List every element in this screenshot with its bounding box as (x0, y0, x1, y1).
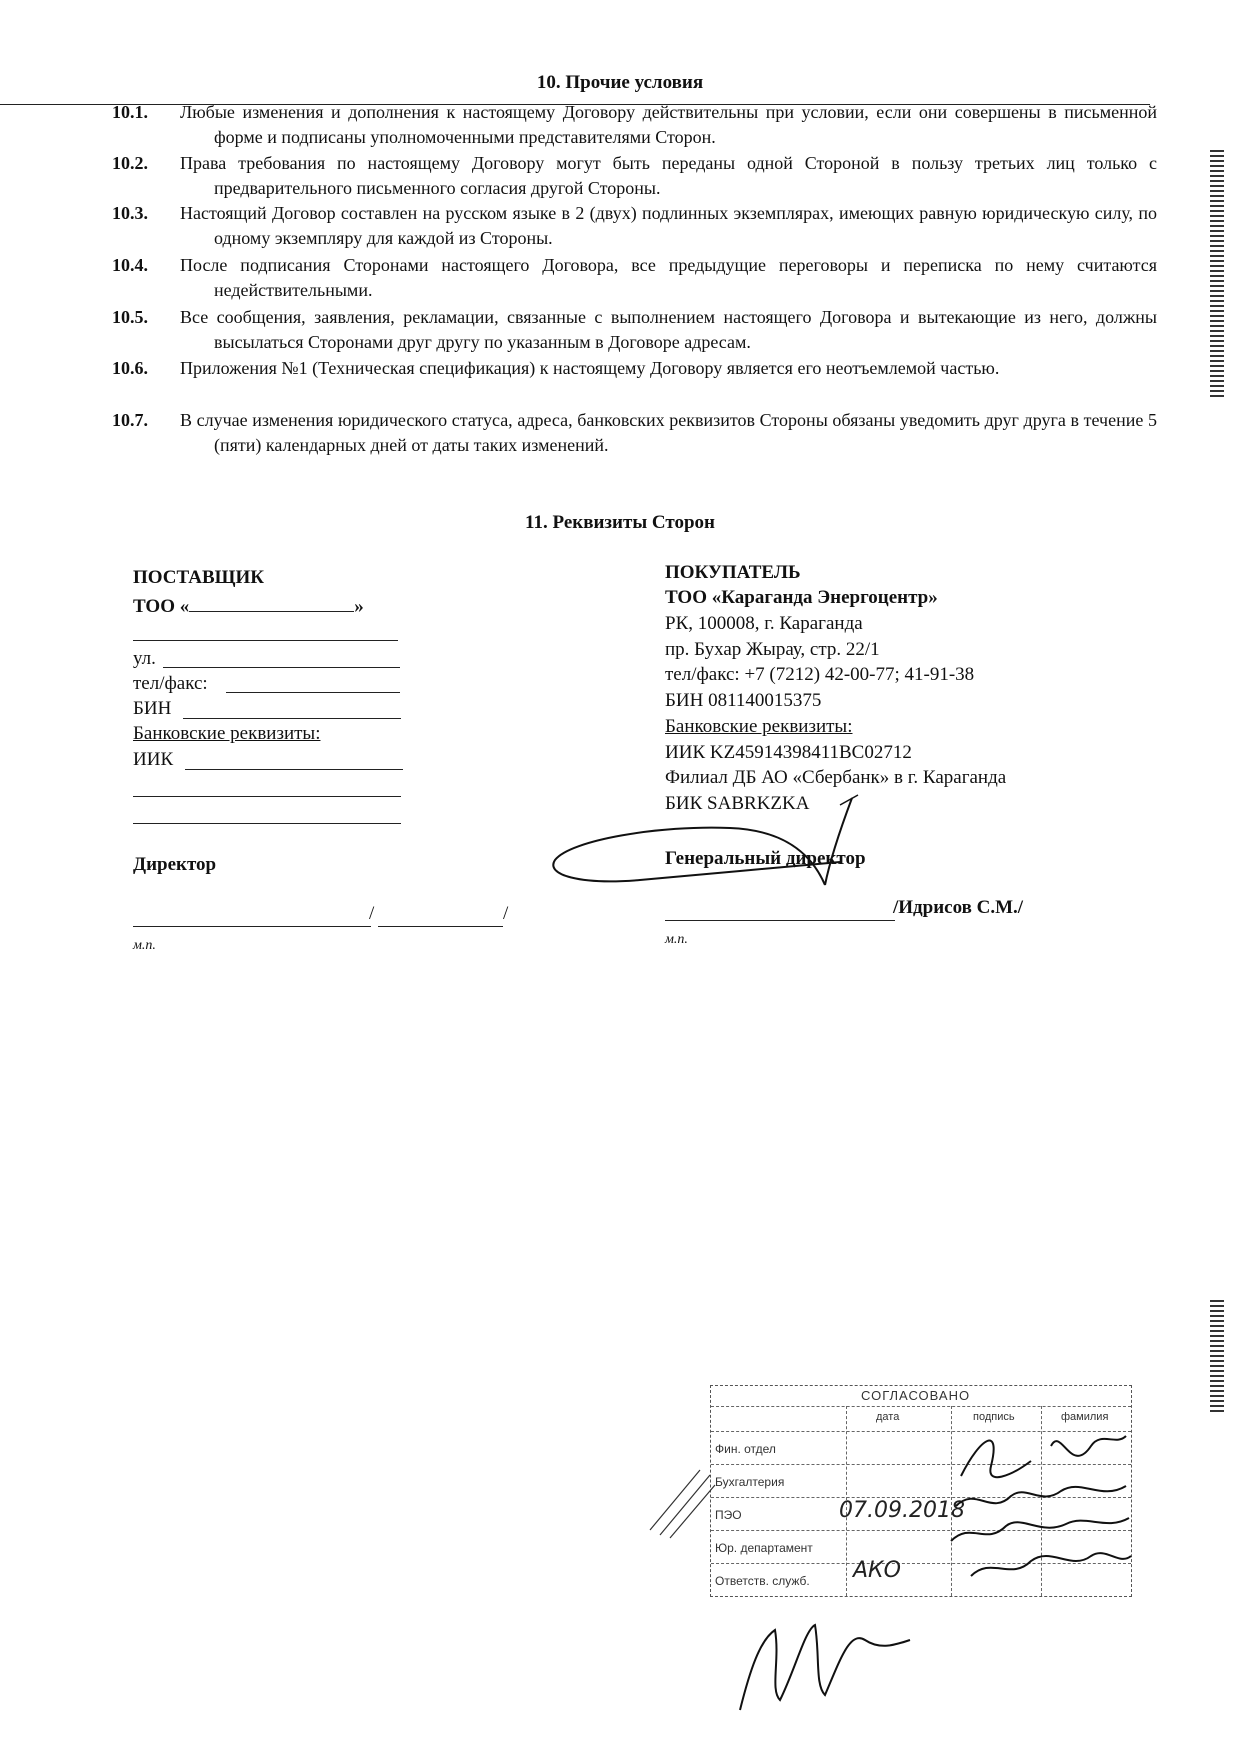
clause-text: Приложения №1 (Техническая спецификация) к настоящему Договору является его неотъемлемой частью. (180, 358, 1000, 378)
buyer-iik: ИИК KZ45914398411BC02712 (665, 742, 912, 763)
buyer-bin: БИН 081140015375 (665, 690, 822, 711)
clause-10-3 (112, 201, 1157, 251)
clause-10-6 (112, 356, 1157, 381)
clause-number: 10.4. (112, 255, 148, 275)
buyer-phone: тел/факс: +7 (7212) 42-00-77; 41-91-38 (665, 664, 975, 685)
clause-number: 10.2. (112, 153, 148, 173)
stamp-handwritten-ako: АКО (853, 1558, 901, 1583)
supplier-signature-line (133, 926, 371, 927)
supplier-company-prefix: ТОО « (133, 596, 190, 617)
buyer-signatory: /Идрисов С.М./ (893, 897, 1024, 918)
bottom-signature (720, 1600, 920, 1720)
supplier-street-label: ул. (133, 648, 156, 669)
clause-text: После подписания Сторонами настоящего Договора, все предыдущие переговоры и переписка по нему считаются недействительными. (180, 255, 1157, 300)
margin-scan-marks (1210, 150, 1224, 400)
buyer-director-label: Генеральный директор (665, 848, 866, 869)
hatch-mark (640, 1460, 720, 1540)
supplier-title: ПОСТАВЩИК (133, 567, 265, 588)
supplier-bin-label: БИН (133, 698, 172, 719)
buyer-company: ТОО «Караганда Энергоцентр» (665, 587, 938, 608)
buyer-bik: БИК SABRKZKA (665, 793, 810, 814)
supplier-director-label: Директор (133, 854, 217, 875)
buyer-bank-label: Банковские реквизиты: (665, 716, 853, 737)
clause-10-2 (112, 151, 1157, 201)
supplier-bank-line-1 (133, 796, 401, 797)
buyer-seal-mark: м.п. (665, 932, 688, 947)
supplier-company (133, 593, 364, 618)
stamp-title: СОГЛАСОВАНО (861, 1388, 971, 1403)
stamp-row-peo: ПЭО (715, 1508, 742, 1522)
supplier-name-line (378, 926, 503, 927)
clause-number: 10.5. (112, 307, 148, 327)
stamp-row-accounting: Бухгалтерия (715, 1475, 785, 1489)
stamp-row-responsible: Ответств. служб. (715, 1574, 810, 1588)
supplier-slash-2: / (503, 903, 509, 924)
supplier-street-line (163, 667, 400, 668)
buyer-address-1: РК, 100008, г. Караганда (665, 613, 863, 634)
buyer-signature-line (665, 920, 895, 921)
clause-10-4 (112, 253, 1157, 303)
section-11-heading: 11. Реквизиты Сторон (525, 512, 715, 533)
clause-text: В случае изменения юридического статуса, адреса, банковских реквизитов Стороны обязаны уведомить друг друга в течение 5 (пяти) календарных дней от даты таких изменений. (180, 410, 1157, 455)
clause-10-7 (112, 408, 1157, 458)
margin-scan-marks-lower (1210, 1300, 1224, 1415)
section-10-heading: 10. Прочие условия (536, 72, 704, 93)
clause-10-5 (112, 305, 1157, 355)
stamp-col-date: дата (876, 1411, 900, 1423)
stamp-row-finance: Фин. отдел (715, 1442, 776, 1456)
approval-stamp (710, 1385, 1132, 1597)
stamp-handwritten-date: 07.09.2018 (839, 1498, 965, 1523)
stamp-row-legal: Юр. департамент (715, 1541, 813, 1555)
stamp-col-signature: подпись (973, 1411, 1015, 1423)
clause-number: 10.7. (112, 410, 148, 430)
clause-number: 10.1. (112, 102, 148, 122)
supplier-bin-line (183, 718, 401, 719)
clause-number: 10.6. (112, 358, 148, 378)
supplier-company-blank (189, 593, 354, 612)
buyer-title: ПОКУПАТЕЛЬ (665, 562, 801, 583)
stamp-signatures (941, 1406, 1131, 1596)
supplier-iik-label: ИИК (133, 749, 174, 770)
director-signature (540, 790, 900, 900)
supplier-bank-label: Банковские реквизиты: (133, 723, 321, 744)
supplier-iik-line (185, 769, 403, 770)
clause-10-1 (112, 100, 1157, 150)
stamp-col-surname: фамилия (1061, 1411, 1109, 1423)
supplier-blank-line (133, 640, 398, 641)
buyer-address-2: пр. Бухар Жырау, стр. 22/1 (665, 639, 880, 660)
supplier-seal-mark: м.п. (133, 938, 156, 953)
clause-number: 10.3. (112, 203, 148, 223)
supplier-bank-line-2 (133, 823, 401, 824)
clause-text: Настоящий Договор составлен на русском языке в 2 (двух) подлинных экземплярах, имеющих равную юридическую силу, по одному экземпляру для каждой из Стороны. (180, 203, 1157, 248)
clause-text: Права требования по настоящему Договору могут быть переданы одной Стороной в пользу третьих лиц только с предварительного письменного согласия другой Стороны. (180, 153, 1157, 198)
supplier-phone-label: тел/факс: (133, 673, 208, 694)
clause-text: Все сообщения, заявления, рекламации, связанные с выполнением настоящего Договора и вытекающие из него, должны высылаться Сторонами друг другу по указанным в Договоре адресам. (180, 307, 1157, 352)
supplier-company-suffix: » (354, 596, 364, 617)
clause-text: Любые изменения и дополнения к настоящему Договору действительны при условии, если они совершены в письменной форме и подписаны уполномоченными представителями Сторон. (180, 102, 1157, 147)
supplier-slash-1: / (369, 903, 375, 924)
supplier-phone-line (226, 692, 400, 693)
buyer-bank-branch: Филиал ДБ АО «Сбербанк» в г. Караганда (665, 767, 1007, 788)
